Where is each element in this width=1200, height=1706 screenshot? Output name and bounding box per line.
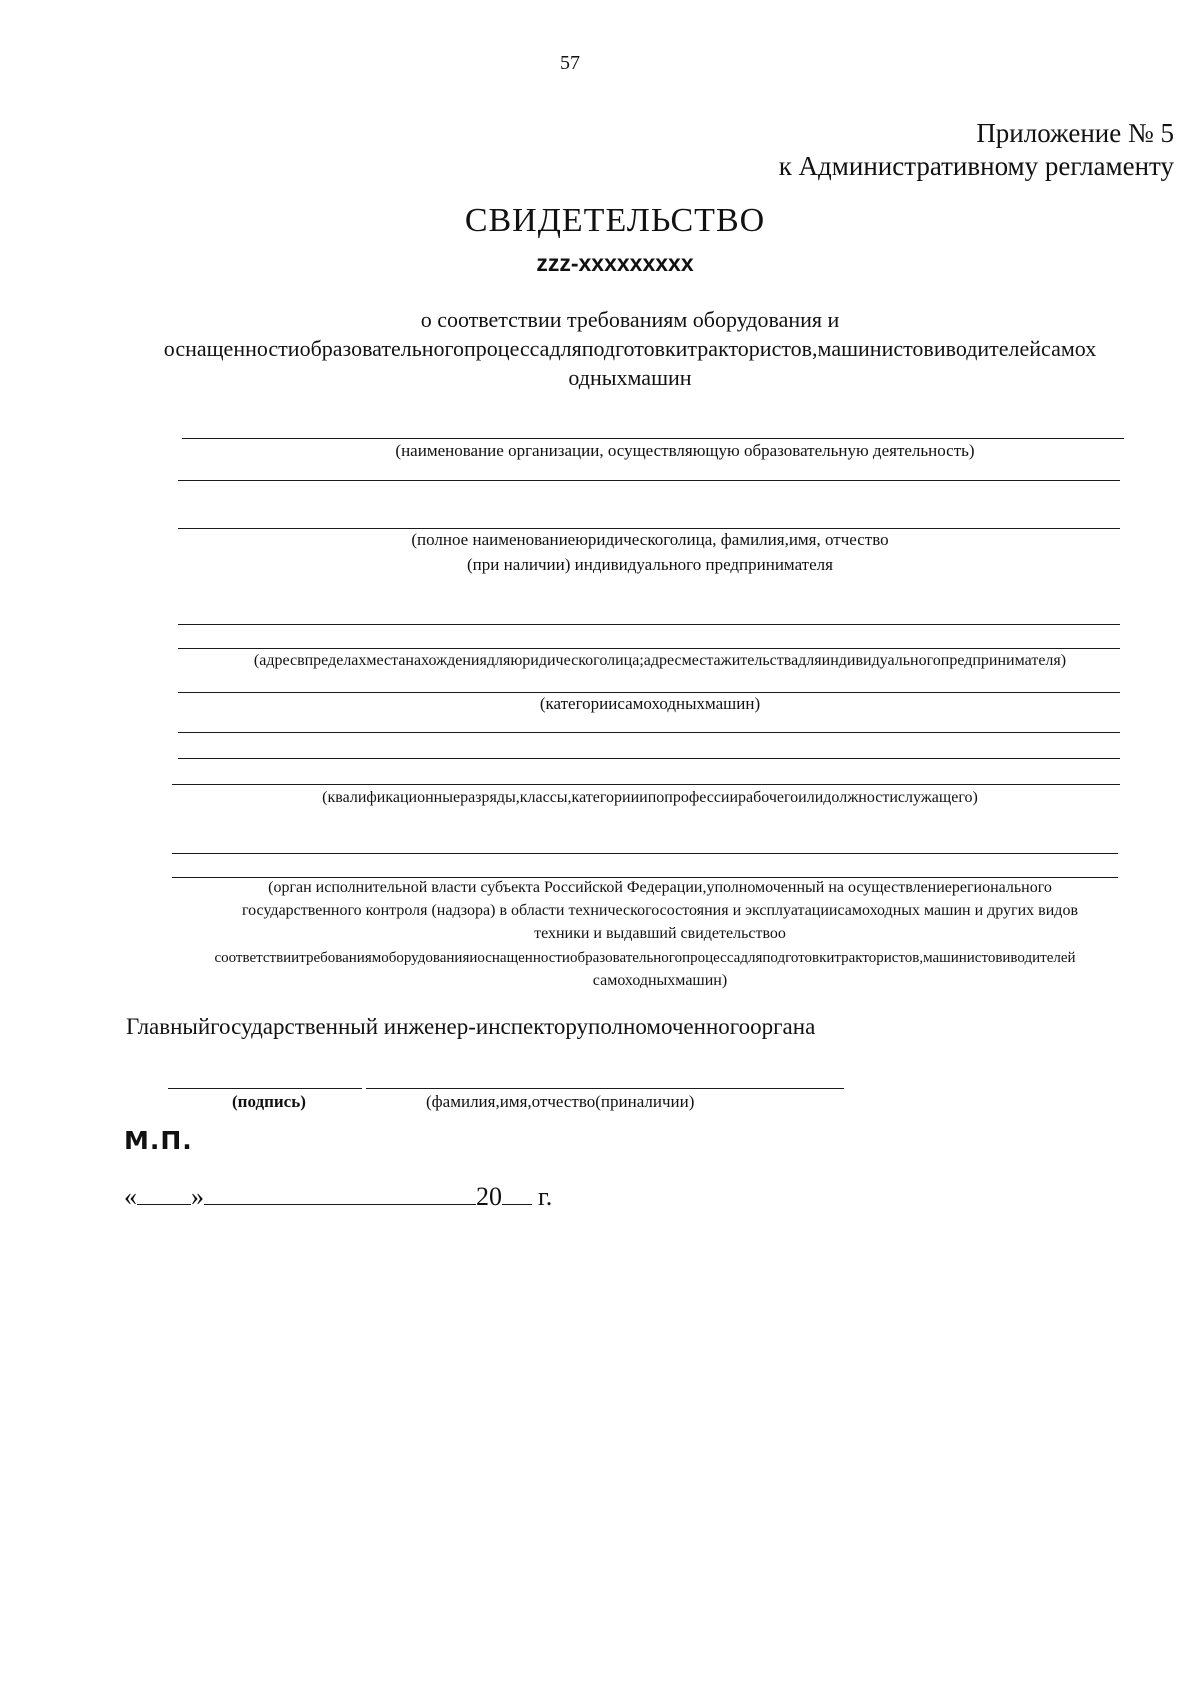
annex-reference: к Административному регламенту (778, 151, 1174, 181)
document-title: СВИДЕТЕЛЬСТВО (464, 202, 766, 239)
qualification-field-line-3[interactable] (172, 784, 1120, 785)
signature-field-line[interactable] (168, 1088, 362, 1089)
signer-name-field-line[interactable] (366, 1088, 844, 1089)
full-name-field-line[interactable] (178, 528, 1120, 529)
subtitle-line-3: одныхмашин (568, 365, 692, 390)
qualification-field-line-1[interactable] (178, 732, 1120, 733)
authority-caption-3: техники и выдавший свидетельствоо (534, 925, 786, 942)
categories-caption: (категориисамоходныхмашин) (539, 694, 761, 713)
stamp-mark: М.П. (124, 1126, 193, 1155)
subtitle-line-1: о соответствии требованиям оборудования и (420, 307, 840, 332)
certificate-number: zzz-xxxxxxxxx (536, 250, 694, 276)
authority-field-line-2[interactable] (172, 877, 1118, 878)
signature-label: (подпись) (232, 1092, 306, 1111)
qualification-caption: (квалификационныеразряды,классы,категорииипопрофессиирабочегоилидолжностислужащего) (322, 789, 978, 806)
date-open-quote: « (124, 1182, 137, 1211)
address-field-line-2[interactable] (178, 648, 1120, 649)
subtitle-line-2: оснащенностиобразовательногопроцессадляподготовкитрактористов,машинистовиводителейсамох (163, 336, 1097, 361)
qualification-field-line-2[interactable] (178, 758, 1120, 759)
authority-caption-4: соответствиитребованиямоборудованияиоснащенностиобразовательногопроцессадляподготовкитрактористов,машинистовиводителей (214, 950, 1076, 966)
authority-field-line-1[interactable] (172, 853, 1118, 854)
authority-caption-1: (орган исполнительной власти субъекта Российской Федерации,уполномоченный на осуществлениерегионального (268, 879, 1052, 896)
page-number: 57 (560, 52, 580, 74)
full-name-caption-2: (при наличии) индивидуального предпринимателя (467, 555, 833, 574)
date-line (124, 1180, 552, 1212)
authority-caption-2: государственного контроля (надзора) в области техническогосостояния и эксплуатациисамоходных машин и других видов (241, 902, 1078, 919)
full-name-caption-1: (полное наименованиеюридическоголица, фамилия,имя, отчество (411, 530, 889, 549)
signer-name-label: (фамилия,имя,отчество(приналичии) (426, 1092, 695, 1111)
year-field[interactable] (502, 1180, 532, 1205)
annex-label: Приложение № 5 (976, 118, 1174, 148)
year-prefix: 20 (476, 1182, 502, 1211)
address-field-line-1[interactable] (178, 624, 1120, 625)
year-suffix: г. (538, 1182, 553, 1211)
address-caption: (адресвпределахместанахождениядляюридическоголица;адресместажительствадляиндивидуальногопредпринимателя) (253, 652, 1067, 669)
document-subtitle (100, 305, 1160, 392)
organization-caption: (наименование организации, осуществляющую образовательную деятельность) (395, 441, 975, 460)
organization-field-line-2[interactable] (178, 480, 1120, 481)
categories-field-line[interactable] (178, 692, 1120, 693)
signer-title: Главныйгосударственный инженер-инспекторуполномоченногооргана (126, 1014, 816, 1039)
organization-field-line[interactable] (182, 438, 1124, 439)
authority-caption-5: самоходныхмашин) (592, 972, 728, 989)
day-field[interactable] (137, 1180, 191, 1205)
month-field[interactable] (204, 1180, 476, 1205)
date-close-quote: » (191, 1182, 204, 1211)
